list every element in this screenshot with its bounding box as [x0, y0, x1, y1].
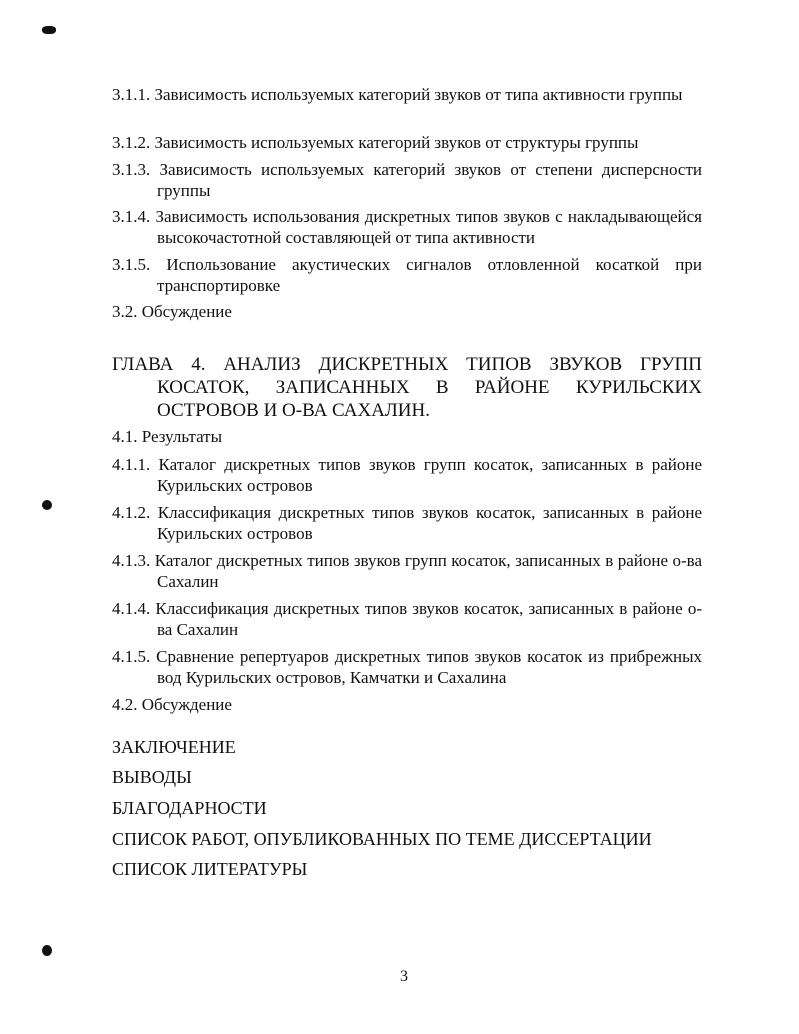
- section-findings: ВЫВОДЫ: [112, 767, 192, 787]
- toc-num: 4.1.: [112, 427, 138, 446]
- toc-entry: [112, 254, 702, 296]
- toc-text: Зависимость используемых категорий звуков от степени дисперсности группы: [157, 160, 702, 200]
- section-publications: СПИСОК РАБОТ, ОПУБЛИКОВАННЫХ ПО ТЕМЕ ДИССЕРТАЦИИ: [112, 829, 652, 849]
- toc-num: 3.2.: [112, 302, 138, 321]
- section-acknowledgements: БЛАГОДАРНОСТИ: [112, 798, 267, 818]
- toc-num: 3.1.4.: [112, 207, 151, 226]
- page-number: 3: [400, 968, 408, 985]
- scan-mark: [42, 26, 56, 34]
- toc-text: Сравнение репертуаров дискретных типов звуков косаток из прибрежных вод Курильских островов, Камчатки и Сахалина: [156, 647, 702, 687]
- toc-text: Зависимость использования дискретных типов звуков с накладывающейся высокочастотной составляющей от типа активности: [155, 207, 702, 247]
- section-conclusion: ЗАКЛЮЧЕНИЕ: [112, 737, 236, 757]
- toc-entry: [112, 206, 702, 248]
- toc-entry: [112, 646, 702, 688]
- toc-text: Классификация дискретных типов звуков косаток, записанных в районе Курильских островов: [157, 503, 702, 543]
- toc-entry: [112, 598, 702, 640]
- toc-num: 4.1.2.: [112, 503, 151, 522]
- toc-text: Зависимость используемых категорий звуков от типа активности группы: [154, 85, 683, 104]
- toc-entry: [112, 502, 702, 544]
- toc-text: Обсуждение: [141, 302, 232, 321]
- section-references: СПИСОК ЛИТЕРАТУРЫ: [112, 859, 308, 879]
- toc-text: Каталог дискретных типов звуков групп косаток, записанных в районе о-ва Сахалин: [154, 551, 702, 591]
- toc-entry: [112, 426, 702, 447]
- toc-text: Классификация дискретных типов звуков косаток, записанных в районе о-ва Сахалин: [155, 599, 702, 639]
- toc-entry: [112, 84, 702, 105]
- toc-num: 4.1.3.: [112, 551, 151, 570]
- toc-text: Использование акустических сигналов отловленной косаткой при транспортировке: [157, 255, 702, 295]
- toc-text: Каталог дискретных типов звуков групп косаток, записанных в районе Курильских островов: [157, 455, 703, 495]
- scan-mark: [42, 500, 52, 510]
- toc-text: Обсуждение: [141, 695, 232, 714]
- toc-entry: [112, 301, 702, 322]
- toc-num: 4.1.1.: [112, 455, 151, 474]
- toc-num: 3.1.3.: [112, 160, 151, 179]
- toc-text: Зависимость используемых категорий звуков от структуры группы: [154, 133, 639, 152]
- scan-mark: [42, 945, 52, 956]
- toc-num: 4.1.4.: [112, 599, 151, 618]
- toc-num: 3.1.5.: [112, 255, 151, 274]
- toc-entry: [112, 550, 702, 592]
- toc-text: Результаты: [141, 427, 223, 446]
- toc-entry: [112, 694, 702, 715]
- toc-entry: [112, 454, 702, 496]
- toc-entry: [112, 159, 702, 201]
- toc-num: 3.1.2.: [112, 133, 151, 152]
- toc-num: 4.1.5.: [112, 647, 151, 666]
- toc-entry: [112, 132, 702, 153]
- toc-num: 3.1.1.: [112, 85, 151, 104]
- chapter-heading: ГЛАВА 4. АНАЛИЗ ДИСКРЕТНЫХ ТИПОВ ЗВУКОВ ГРУПП КОСАТОК, ЗАПИСАННЫХ В РАЙОНЕ КУРИЛЬСКИХ ОСТРОВОВ И О-ВА САХАЛИН.: [112, 354, 702, 421]
- toc-num: 4.2.: [112, 695, 138, 714]
